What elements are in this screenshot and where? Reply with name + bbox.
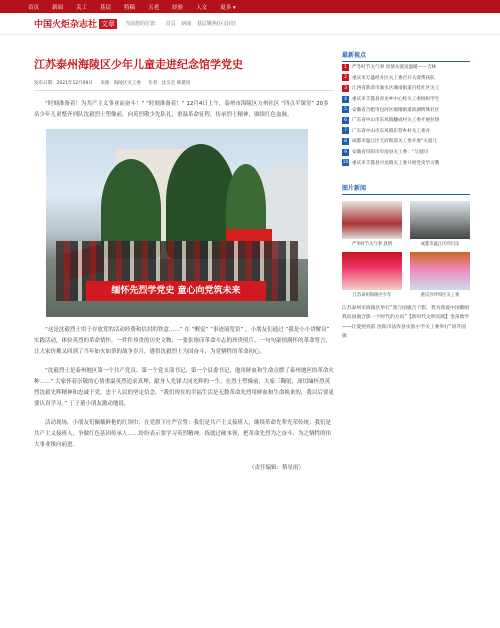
nav-wulao[interactable]: 五老 [148,4,160,11]
gallery-image [342,201,402,239]
breadcrumb-prefix: 当前您的位置： [125,21,161,27]
nav-news[interactable]: 新闻 [52,4,64,11]
sidebar [342,35,470,471]
article-paragraph: “沈毅烈士是泰州地区第一个共产党员、第一个党支部书记、第一个县委书记，他用鲜血和生命点燃了泰州地区的革命火种……” 大家怀着崇敬的心情重温英烈追求真理、献身人先锋大同光辉的一生。在烈士塑像前，大家三鞠躬，深切缅怀烈英烈沈毅光辉精神和忠诚于党、忠于人民的坚定信念。“我们现在的幸福生活是无数革命先烈用鲜血和生命换来的，我以后要更要认真学习。” 丁子董小朋友激动地说。 [34,368,334,407]
photo-banner: 缅怀先烈学党史 童心向党筑未来 [86,281,266,301]
nav-experience[interactable]: 经验 [172,4,184,11]
latest-news-heading: 最新视点 [342,50,470,62]
list-item[interactable]: 8 成都市温江区天府街道关工委开展“关爱儿 [342,136,470,147]
gallery-item[interactable]: 严冬时节关气事 真情 [342,201,402,247]
breadcrumb-news[interactable]: 新闻 [181,21,192,27]
breadcrumb-home[interactable]: 首页 [165,21,176,27]
article-date: 发布日期：2021年12月09日 [34,81,93,86]
gallery-heading: 图片新闻 [342,183,470,195]
nav-more[interactable]: 更多 ▾ [220,4,236,11]
article-editor: （责任编辑：蔡星雨） [248,465,304,471]
article-source: 来源：海陵区关工委 [100,81,141,86]
list-item[interactable]: 3 江西省新余市渝水区城南街道百桂社区关工 [342,83,470,94]
list-item[interactable]: 6 广东省中山市东凤镇穗成村关工委开展拉络 [342,115,470,126]
article [34,35,334,471]
list-item[interactable]: 1 严冬时节关气事 真情关爱送温暖——吉林 [342,62,470,73]
article-paragraph: “这是沈毅烈士用于存放党的活动经费和信封的铁盒……” 在 “醒觉” “事迹展览馆” ，小朋友们通过 “我是小小讲解员” 实践活动，体验英烈的革命情怀。一件件珍贵的历史文物、一张张烙印革命斗志的珍贵照片、一句句豪情满怀的革命誓言，让大家仿佛又回到了当年如火如荼的战争岁月，感悟沈毅烈士为国奋斗、为党牺牲的革命初心。 [34,327,332,355]
main [0,35,500,471]
list-item[interactable]: 9 安徽省阜阳市阜南县关工委：“与爱同 [342,147,470,158]
gallery-image [410,201,470,239]
gallery-item[interactable]: 成都市温江区四川乐 [410,201,470,247]
gallery-item[interactable]: 重庆沙坪坝区关工委 [410,252,470,298]
list-item[interactable]: 4 重庆市丰都县青龙乡中心校关工委组织学生 [342,94,470,105]
gallery-image [342,252,402,290]
article-photo [46,129,308,317]
nav-guangong[interactable]: 关工 [76,4,88,11]
list-item[interactable]: 10 重庆市丰都县兴龙镇关工委开展党史学习教 [342,160,440,166]
breadcrumb [125,20,240,27]
nav-feature[interactable]: 特稿 [124,4,136,11]
breadcrumb-section[interactable]: 基层聚焦(区县份) [196,21,236,27]
latest-news-list [342,62,470,168]
list-item[interactable]: 5 安徽省合肥市包河区烟墩街道滨湖明珠社区 [342,104,470,115]
nav-grassroots[interactable]: 基层 [100,4,112,11]
nav-home[interactable]: 首页 [28,4,40,11]
list-item[interactable]: 2 重庆市万盛经开区关工委召开关爱帮扶队 [342,73,470,84]
article-author: 作者：沈友宏 韩建同 [148,81,191,86]
article-title: 江苏泰州海陵区少年儿童走进纪念馆学党史 [34,58,243,71]
gallery-item[interactable]: 江苏泰州海陵区少年 [342,252,402,298]
picture-gallery [342,201,470,298]
nav-culture[interactable]: 人文 [196,4,208,11]
list-item[interactable]: 7 广东省中山市东凤镇东营乡村关工委开 [342,126,470,137]
header [0,13,500,35]
gallery-image [410,252,470,290]
article-paragraph: 活动现场，小朋友们佩戴鲜艳的红领巾，在党旗下庄严宣誓：我们是共产主义接班人，继续革命先辈光荣传统；我们是共产主义接班人，争做红色基因传承人……纷纷表示要学习英烈精神，练就过硬本领，把革命先烈为之奋斗、为之牺牲的伟大事业推向前进。 [34,420,332,448]
sidebar-extra-text: 江苏泰州市海陵区举行“我与国旗合个影，我为我爱中国歌唱 我向国旗合影一个时代的方向”【新时代文明实践】金帛救学——让爱照亮前 沈阳市法库县实验小学关工委举行“同升国旗 [342,305,470,340]
article-meta [34,80,334,91]
site-logo[interactable]: 中国火炬杂志社 [34,20,98,30]
top-nav [0,0,500,13]
article-paragraph: “时刻准备着！为共产主义事业而奋斗！” “时刻准备着！” 12月4日上午，泰州市海陵区方州社区 “四点半课堂” 20多名少年儿童整齐列队沈毅烈士塑像前，向英烈敬少先队礼，重温革命征程，传承烈士精神，赓续红色血脉。 [34,101,329,118]
logo-tag: 文章 [101,19,116,28]
